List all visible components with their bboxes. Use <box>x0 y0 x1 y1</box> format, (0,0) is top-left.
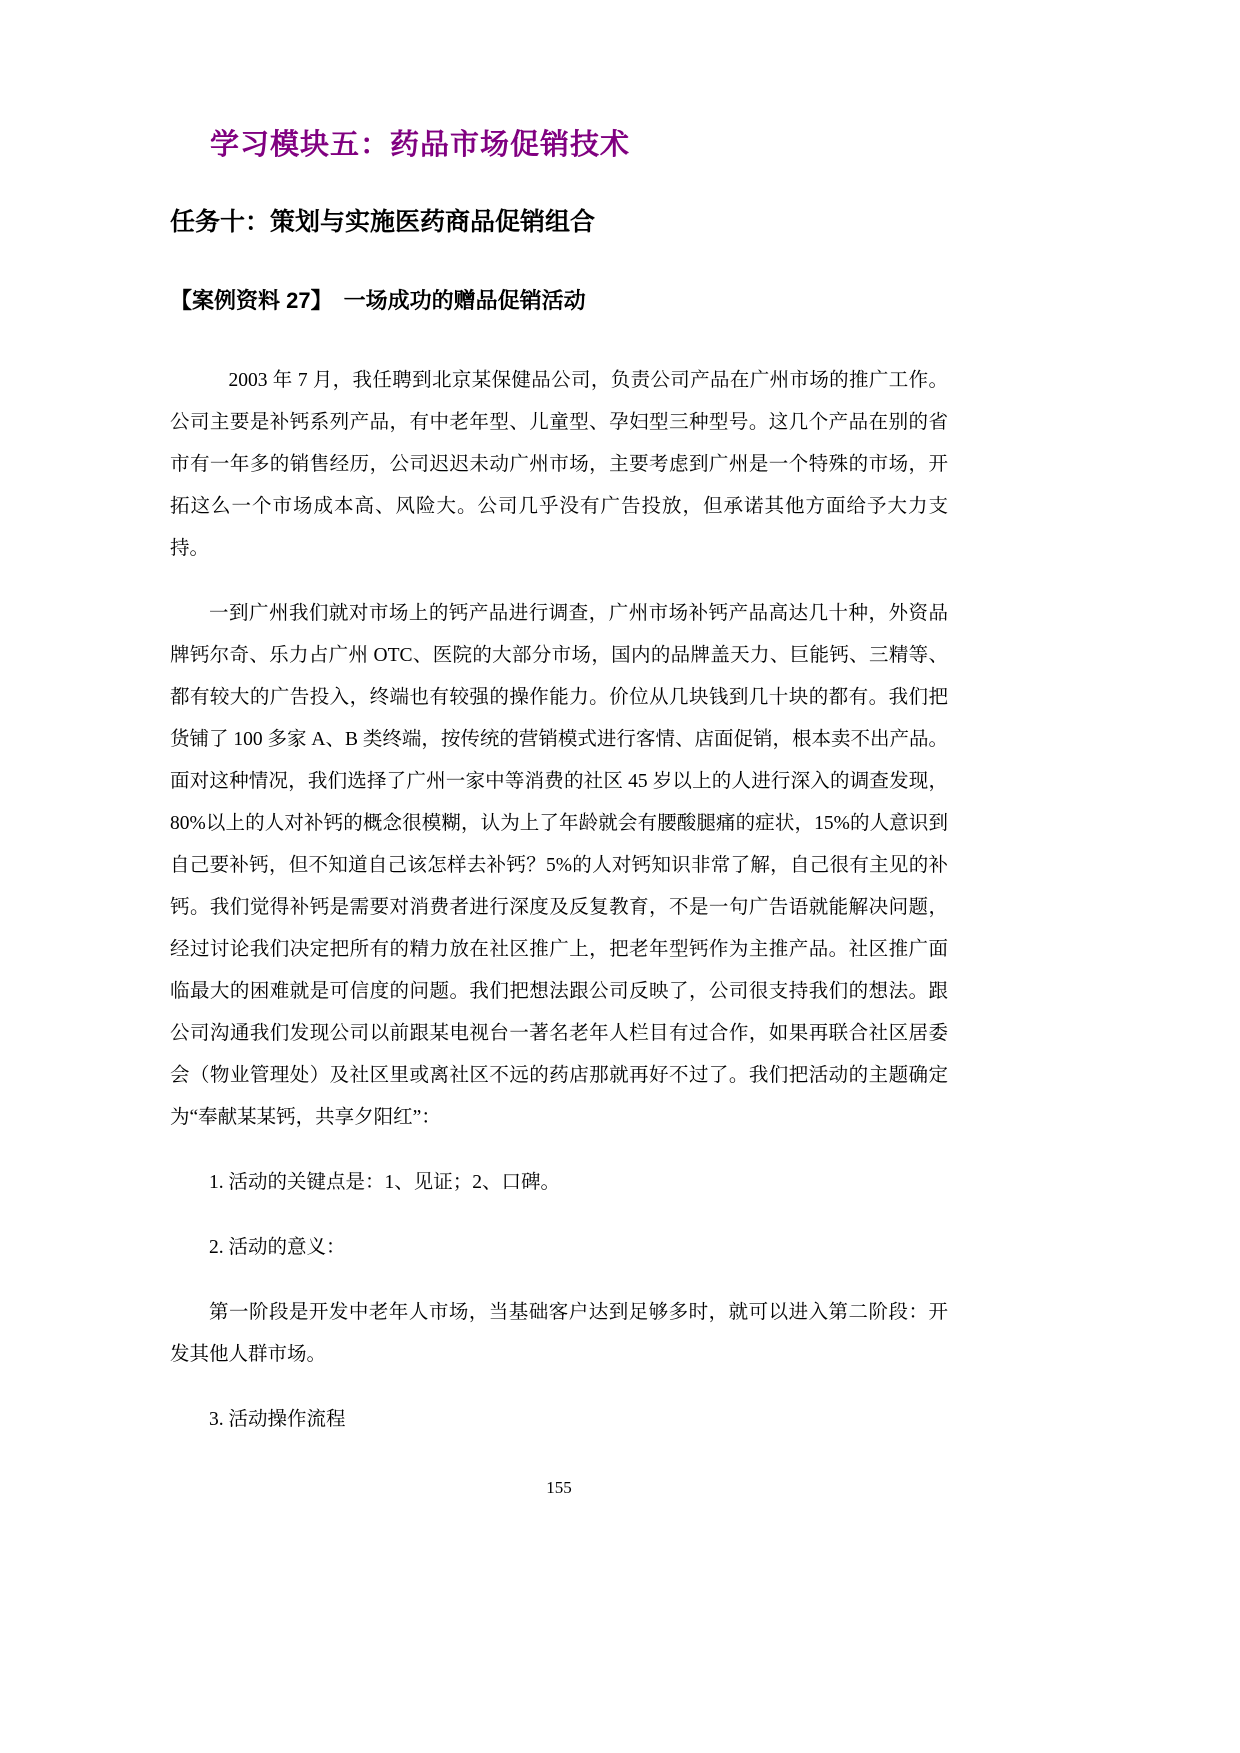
task-heading: 任务十：策划与实施医药商品促销组合 <box>170 208 596 236</box>
case-heading: 【案例资料 27】 一场成功的赠品促销活动 <box>170 288 586 313</box>
body-paragraph-stage: 第一阶段是开发中老年人市场，当基础客户达到足够多时，就可以进入第二阶段：开发其他人群市场。 <box>170 1302 948 1365</box>
module-title: 学习模块五：药品市场促销技术 <box>210 129 631 161</box>
list-item-process: 3. 活动操作流程 <box>209 1409 346 1430</box>
page-content <box>170 126 948 1464</box>
body-paragraph-2: 一到广州我们就对市场上的钙产品进行调查，广州市场补钙产品高达几十种，外资品牌钙尔奇、乐力占广州 OTC、医院的大部分市场，国内的品牌盖天力、巨能钙、三精等、都有较大的广告投入，终端也有较强的操作能力。价位从几块钱到几十块的都有。我们把货铺了 100 多家 A、B 类终端，按传统的营销模式进行客情、店面促销，根本卖不出产品。面对这种情况，我们选择了广州一家中等消费的社区 45 岁以上的人进行深入的调查发现，80%以上的人对补钙的概念很模糊，认为上了年龄就会有腰酸腿痛的症状，15%的人意识到自己要补钙，但不知道自己该怎样去补钙？5%的人对钙知识非常了解，自己很有主见的补钙。我们觉得补钙是需要对消费者进行深度及反复教育，不是一句广告语就能解决问题，经过讨论我们决定把所有的精力放在社区推广上，把老年型钙作为主推产品。社区推广面临最大的困难就是可信度的问题。我们把想法跟公司反映了，公司很支持我们的想法。跟公司沟通我们发现公司以前跟某电视台一著名老年人栏目有过合作，如果再联合社区居委会（物业管理处）及社区里或离社区不远的药店那就再好不过了。我们把活动的主题确定为“奉献某某钙，共享夕阳红”： <box>170 603 948 1128</box>
page-number: 155 <box>546 1478 572 1497</box>
body-text <box>170 360 948 1441</box>
body-paragraph-1: 2003 年 7 月，我任聘到北京某保健品公司，负责公司产品在广州市场的推广工作。公司主要是补钙系列产品，有中老年型、儿童型、孕妇型三种型号。这几个产品在别的省市有一年多的销售经历，公司迟迟未动广州市场，主要考虑到广州是一个特殊的市场，开拓这么一个市场成本高、风险大。公司几乎没有广告投放，但承诺其他方面给予大力支持。 <box>170 370 948 559</box>
list-item-key-points: 1. 活动的关键点是：1、见证；2、口碑。 <box>209 1172 561 1193</box>
list-item-meaning: 2. 活动的意义： <box>209 1237 346 1258</box>
